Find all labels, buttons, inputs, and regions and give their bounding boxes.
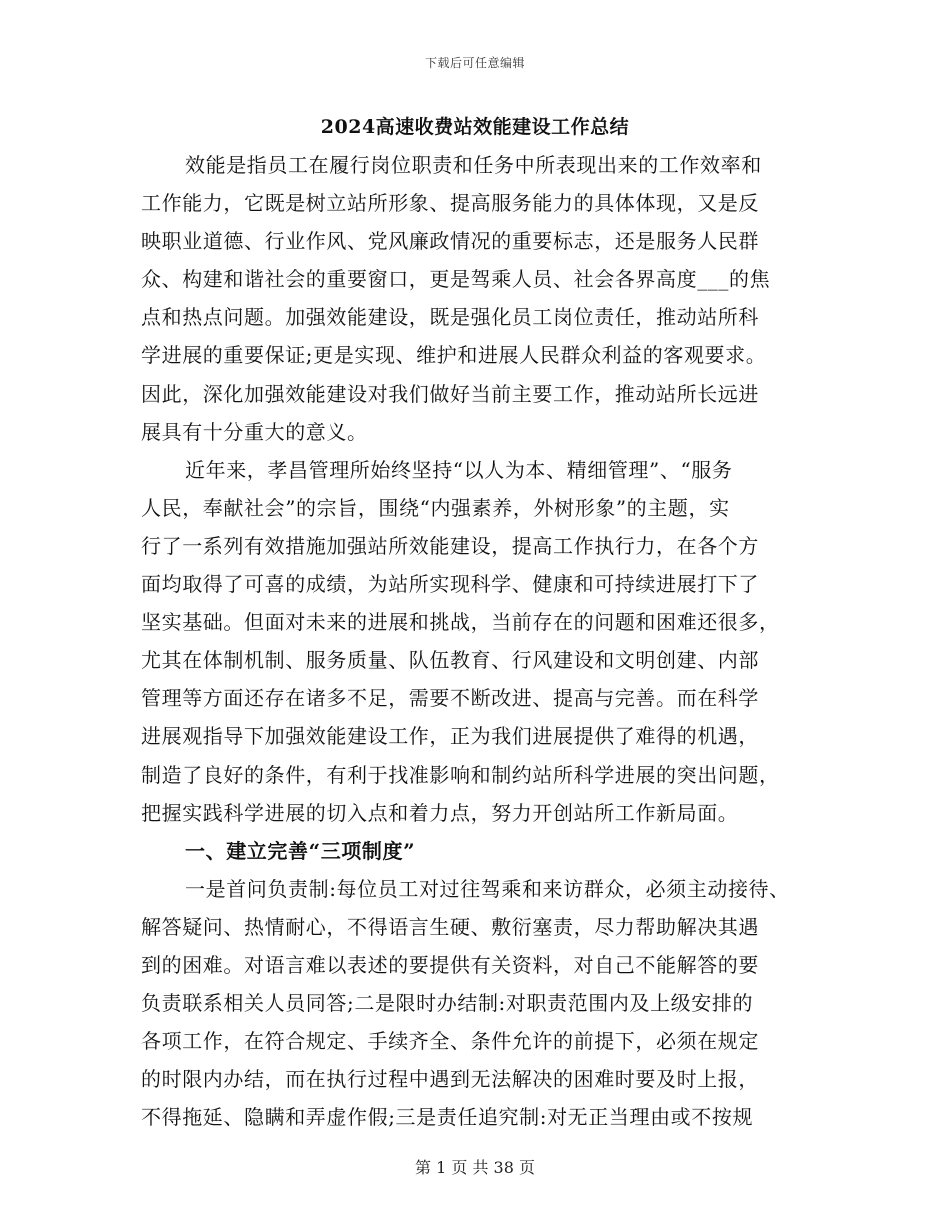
paragraph-line: 负责联系相关人员同答;二是限时办结制:对职责范围内及上级安排的 — [141, 991, 754, 1016]
paragraph-line: 因此，深化加强效能建设对我们做好当前主要工作，推动站所长远进 — [141, 381, 759, 406]
paragraph-line: 把握实践科学进展的切入点和着力点，努力开创站所工作新局面。 — [141, 800, 739, 825]
header-note: 下载后可任意编辑 — [424, 56, 525, 70]
paragraph-line: 人民，奉献社会”的宗旨，围绕“内强素养，外树形象”的主题，实 — [141, 495, 730, 520]
paragraph-line: 效能是指员工在履行岗位职责和任务中所表现出来的工作效率和 — [185, 153, 762, 177]
paragraph-line: 近年来，孝昌管理所始终坚持“以人为本、精细管理”、“服务 — [185, 457, 733, 482]
page-number: 第 1 页 共 38 页 — [415, 1158, 535, 1177]
paragraph-line: 尤其在体制机制、服务质量、队伍教育、行风建设和文明创建、内部 — [141, 648, 759, 673]
document-title: 2024高速收费站效能建设工作总结 — [320, 116, 630, 138]
paragraph-line: 面均取得了可喜的成绩，为站所实现科学、健康和可持续进展打下了 — [141, 572, 759, 597]
paragraph-line: 制造了良好的条件，有利于找准影响和制约站所科学进展的突出问题， — [141, 762, 780, 787]
paragraph-line: 展具有十分重大的意义。 — [141, 419, 368, 444]
paragraph-line: 映职业道德、行业作风、党风廉政情况的重要标志，还是服务人民群 — [141, 229, 759, 254]
paragraph-line: 学进展的重要保证;更是实现、维护和进展人民群众利益的客观要求。 — [141, 343, 767, 368]
paragraph-line: 工作能力，它既是树立站所形象、提高服务能力的具体体现，又是反 — [141, 191, 759, 216]
document-body — [141, 146, 831, 1136]
paragraph-line: 众、构建和谐社会的重要窗口，更是驾乘人员、社会各界高度___的焦 — [141, 267, 771, 292]
paragraph-line: 进展观指导下加强效能建设工作，正为我们进展提供了难得的机遇， — [141, 724, 759, 749]
section-heading: 一、建立完善“三项制度” — [185, 838, 416, 863]
paragraph-line: 解答疑问、热情耐心，不得语言生硬、敷衍塞责，尽力帮助解决其遇 — [141, 914, 759, 939]
paragraph-line: 坚实基础。但面对未来的进展和挑战，当前存在的问题和困难还很多， — [141, 610, 780, 635]
paragraph-line: 一是首问负责制:每位员工对过往驾乘和来访群众，必须主动接待、 — [185, 876, 790, 901]
paragraph-line: 管理等方面还存在诸多不足，需要不断改进、提高与完善。而在科学 — [141, 686, 759, 711]
paragraph-line: 不得拖延、隐瞒和弄虚作假;三是责任追究制:对无正当理由或不按规 — [141, 1105, 754, 1130]
paragraph-line: 行了一系列有效措施加强站所效能建设，提高工作执行力，在各个方 — [141, 533, 759, 558]
paragraph-line: 点和热点问题。加强效能建设，既是强化员工岗位责任，推动站所科 — [141, 305, 759, 330]
paragraph-line: 的时限内办结，而在执行过程中遇到无法解决的困难时要及时上报， — [141, 1067, 759, 1092]
paragraph-line: 到的困难。对语言难以表述的要提供有关资料，对自己不能解答的要 — [141, 952, 759, 977]
paragraph-line: 各项工作，在符合规定、手续齐全、条件允许的前提下，必须在规定 — [141, 1029, 759, 1054]
